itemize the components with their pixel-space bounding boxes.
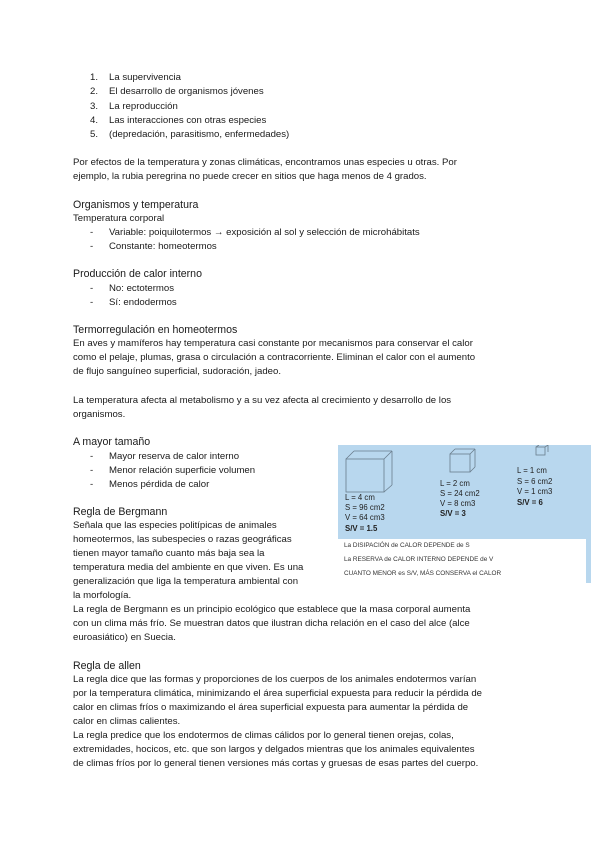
paragraph-line: La regla predice que los endotermos de climas cálidos por lo general tienen orejas, colas, — [73, 730, 454, 741]
list-item: La supervivencia — [109, 72, 181, 83]
list-number: 2. — [89, 86, 98, 97]
figure-note: CUANTO MENOR es S/V, MÁS CONSERVA el CALOR — [344, 570, 502, 577]
paragraph-line: con un clima más frío. Se muestran datos que ilustran dicha relación en el caso del alce (alce — [73, 618, 470, 629]
paragraph-line: calor en climas calientes. — [73, 716, 181, 727]
bullet-dash: - — [90, 465, 94, 476]
paragraph-line: La regla de Bergmann es un principio ecológico que establece que la masa corporal aumenta — [73, 604, 471, 615]
list-item: La reproducción — [109, 101, 178, 112]
paragraph-line: generalización que liga la temperatura ambiental con — [73, 576, 299, 587]
list-item: Las interacciones con otras especies — [109, 115, 267, 126]
section-heading: Termorregulación en homeotermos — [73, 324, 238, 336]
cube3-sv: S/V = 6 — [517, 498, 543, 507]
list-item: (depredación, parasitismo, enfermedades) — [109, 129, 290, 140]
cube1-sv: S/V = 1.5 — [345, 524, 378, 533]
subheading: Temperatura corporal — [73, 213, 165, 224]
section-heading: Regla de Bergmann — [73, 506, 168, 518]
paragraph-line: tienen mayor tamaño cuanto más baja sea la — [73, 548, 265, 559]
paragraph-line: ejemplo, la rubia peregrina no puede crecer en sitios que haga menos de 4 grados. — [73, 171, 427, 182]
cube1-s: S = 96 cm2 — [345, 503, 385, 512]
bullet-item: Menos pérdida de calor — [109, 479, 210, 490]
section-heading: Producción de calor interno — [73, 268, 202, 280]
paragraph-line: de flujo sanguíneo superficial, sudoración, jadeo. — [73, 366, 282, 377]
cube2-l: L = 2 cm — [440, 479, 470, 488]
section-heading: Organismos y temperatura — [73, 199, 199, 211]
paragraph-line: En aves y mamíferos hay temperatura casi constante por mecanismos para conservar el calor — [73, 338, 473, 349]
bullet-dash: - — [90, 297, 94, 308]
paragraph-line: temperatura media del ambiente en que viven. Es una — [73, 562, 304, 573]
bullet-dash: - — [90, 283, 94, 294]
paragraph-line: La regla dice que las formas y proporciones de los cuerpos de los animales endotermos varían — [73, 674, 477, 685]
cube2-s: S = 24 cm2 — [440, 489, 480, 498]
section-heading: Regla de allen — [73, 660, 141, 672]
paragraph-line: de climas fríos por lo general tienen versiones más cortas y gruesas de esas partes del cuerpo. — [73, 758, 479, 769]
paragraph-line: La temperatura afecta al metabolismo y a su vez afecta al crecimiento y desarrollo de los — [73, 395, 452, 406]
paragraph-line: por la temperatura climática, minimizando el área superficial expuesta para reducir la pérdida de — [73, 688, 483, 699]
section-heading: A mayor tamaño — [73, 436, 151, 448]
cube3-s: S = 6 cm2 — [517, 477, 553, 486]
bullet-dash: - — [90, 479, 94, 490]
paragraph-line: la morfología. — [73, 590, 132, 601]
medium-cube-icon — [450, 449, 475, 472]
bullet-dash: - — [90, 451, 94, 462]
figure-cubes-panel — [338, 445, 591, 539]
paragraph-line: extremidades, hocicos, etc. que son largos y delgados mientras que los animales equivalentes — [73, 744, 475, 755]
paragraph-line: organismos. — [73, 409, 126, 420]
large-cube-icon — [346, 451, 392, 492]
bullet-item: Constante: homeotermos — [109, 241, 217, 252]
list-number: 4. — [89, 115, 98, 126]
figure-note: La RESERVA de CALOR INTERNO DEPENDE de V — [344, 556, 494, 563]
bullet-dash: - — [90, 227, 94, 238]
cube2-sv: S/V = 3 — [440, 509, 466, 518]
paragraph-line: euroasiático) en Suecia. — [73, 632, 176, 643]
paragraph-line: homeotermos, las subespecies o razas geográficas — [73, 534, 292, 545]
figure-edge — [586, 539, 591, 583]
bullet-dash: - — [90, 241, 94, 252]
list-number: 1. — [89, 72, 98, 83]
paragraph-line: Señala que las especies politípicas de animales — [73, 520, 277, 531]
list-number: 3. — [89, 101, 98, 112]
paragraph-line: como el pelaje, plumas, grasa o circulación a contracorriente. Eliminan el calor con el aumento — [73, 352, 476, 363]
bullet-item: Sí: endodermos — [109, 297, 177, 308]
cube3-v: V = 1 cm3 — [517, 487, 553, 496]
list-item: El desarrollo de organismos jóvenes — [109, 86, 264, 97]
bullet-item: Menor relación superficie volumen — [109, 465, 256, 476]
list-number: 5. — [89, 129, 98, 140]
bullet-item: Mayor reserva de calor interno — [109, 451, 240, 462]
small-cube-icon — [536, 445, 548, 455]
cube2-v: V = 8 cm3 — [440, 499, 476, 508]
figure-notes-panel — [338, 539, 591, 583]
bullet-item: No: ectotermos — [109, 283, 175, 294]
surface-volume-figure — [338, 445, 591, 583]
cube1-v: V = 64 cm3 — [345, 513, 385, 522]
paragraph-line: calor en climas fríos o maximizando el área superficial expuesta para aumentar la pérdida de — [73, 702, 469, 713]
figure-note: La DISIPACIÓN de CALOR DEPENDE de S — [344, 542, 470, 549]
cube3-l: L = 1 cm — [517, 466, 547, 475]
bullet-item: Variable: poiquilotermos → exposición al sol y selección de microhábitats — [109, 227, 420, 238]
paragraph-line: Por efectos de la temperatura y zonas climáticas, encontramos unas especies u otras. Por — [73, 157, 457, 168]
cube1-l: L = 4 cm — [345, 493, 375, 502]
